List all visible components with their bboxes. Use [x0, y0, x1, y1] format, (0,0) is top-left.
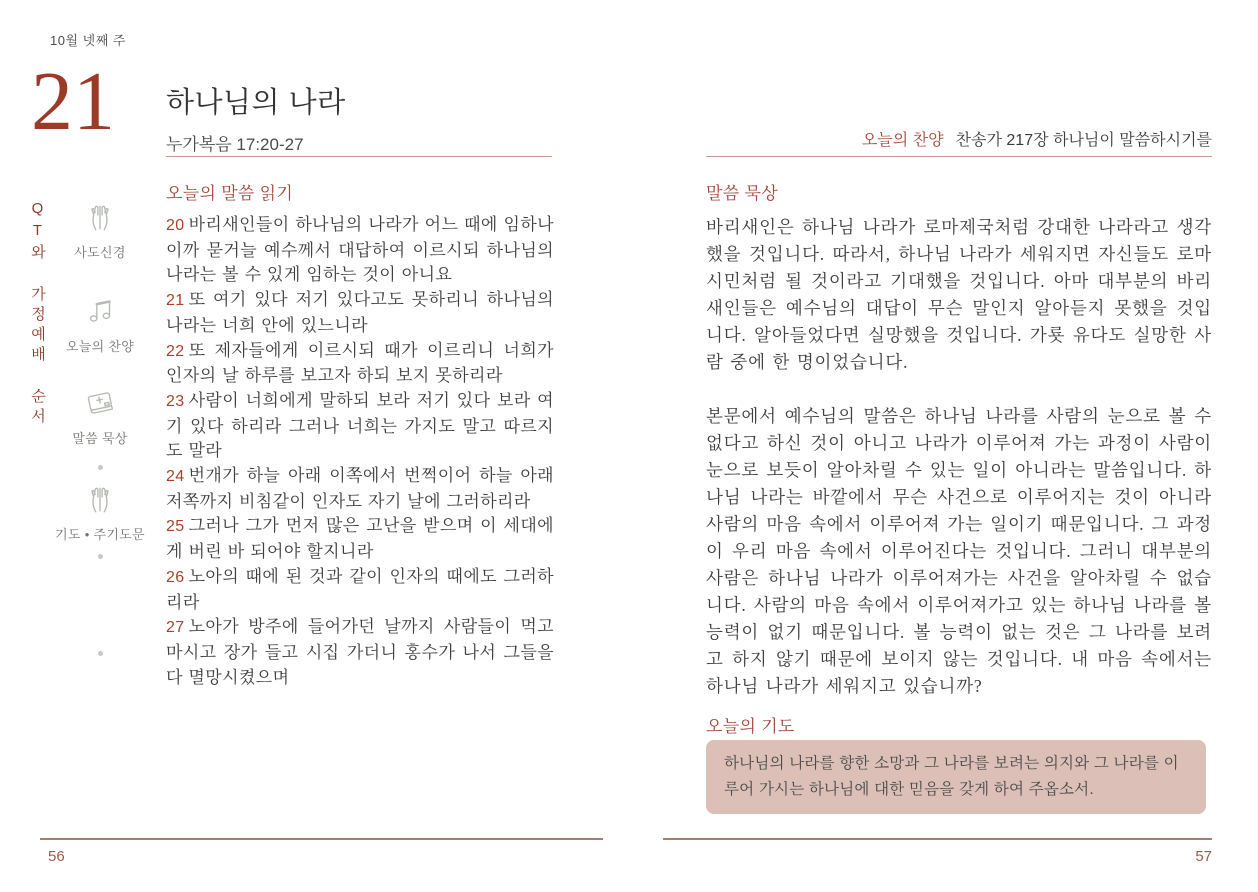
verse: [166, 514, 554, 564]
sidebar-item-todays-praise: [52, 292, 148, 355]
sidebar-item-label: 기도 • 주기도문: [55, 527, 145, 542]
sidebar-item-label: 사도신경: [74, 245, 126, 260]
verse: [166, 464, 554, 514]
music-notes-icon: [82, 292, 118, 328]
prayer-heading: 오늘의 기도: [706, 717, 795, 736]
meditation-paragraph: 바리새인은 하나님 나라가 로마제국처럼 강대한 나라라고 생각했을 것입니다. 따라서, 하나님 나라가 세워지면 자신들도 로마 시민처럼 될 것이라고 기대했을 것입니다. 아마 대부분의 바리새인들은 예수님의 대답이 무슨 말인지 알아듣지 못했을 것입니다. 알아들었다면 실망했을 것입니다. 가룟 유다도 실망한 사람 중에 한 명이었습니다.: [706, 217, 1212, 372]
verse-number: 25: [166, 518, 185, 536]
sidebar-vertical-label: QT와 가정예배 순서: [29, 200, 46, 428]
page-number-right: 57: [1195, 848, 1212, 865]
verse-text: 사람이 너희에게 말하되 보라 저기 있다 보라 여기 있다 하리라 그러나 너희는 가지도 말고 따르지도 말라: [166, 390, 554, 461]
footer-rule-left: [40, 838, 603, 840]
verse-text: 노아의 때에 된 것과 같이 인자의 때에도 그러하리라: [166, 566, 554, 612]
page-title: 하나님의 나라: [166, 87, 346, 119]
footer-rule-right: [663, 838, 1212, 840]
verse-number: 22: [166, 342, 185, 360]
verse-text: 또 제자들에게 이르시되 때가 이르리니 너희가 인자의 날 하루를 보고자 하되 보지 못하리라: [166, 340, 554, 386]
verse: [166, 288, 554, 338]
verse-text: 번개가 하늘 아래 이쪽에서 번쩍이어 하늘 아래 저쪽까지 비침같이 인자도 자기 날에 그러하리라: [166, 466, 554, 511]
meditation-paragraph: 본문에서 예수님의 말씀은 하나님 나라를 사람의 눈으로 볼 수 없다고 하신 것이 아니고 나라가 이루어져 가는 과정이 사람이 눈으로 보듯이 알아차릴 수 있는 일이 아니라는 말씀입니다. 하나님 나라는 바깥에서 무슨 사건으로 이루어지는 것이 아니라 사람의 마음 속에서 이루어져 가는 일이기 때문입니다. 그 과정이 우리 마음 속에서 이루어진다는 것입니다. 그러니 대부분의 사람은 하나님 나라가 이루어져가는 사건을 알아차릴 수 없습니다. 사람의 마음 속에서 이루어져가고 있는 하나님 나라를 볼 능력이 없기 때문입니다. 볼 능력이 없는 것은 그 나라를 보려고 하지 않기 때문에 보이지 않는 것입니다. 내 마음 속에서는 하나님 나라가 세워지고 있습니까?: [706, 406, 1212, 696]
praying-hands-icon: [82, 198, 118, 234]
header-rule-right: [706, 156, 1212, 157]
verse-number: 27: [166, 619, 185, 637]
prayer-text: 하나님의 나라를 향한 소망과 그 나라를 보려는 의지와 그 나라를 이루어 가시는 하나님에 대한 믿음을 갖게 하여 주옵소서.: [724, 755, 1179, 798]
verse: [166, 213, 554, 288]
verse-number: 26: [166, 568, 185, 586]
verse-number: 21: [166, 292, 185, 310]
separator-dot: [98, 554, 103, 559]
scripture-reading-heading: 오늘의 말씀 읽기: [166, 184, 294, 203]
praise-label: 오늘의 찬양: [861, 132, 944, 149]
separator-dot: [98, 465, 103, 470]
scripture-reference: 누가복음 17:20-27: [166, 135, 304, 154]
meditation-heading: 말씀 묵상: [706, 184, 778, 203]
meditation-section: [706, 179, 1212, 700]
sidebar-item-word-meditation: [52, 384, 148, 447]
verse-number: 24: [166, 468, 185, 486]
verse: [166, 615, 554, 690]
week-label: 10월 넷째 주: [50, 33, 126, 48]
prayer-box: [706, 740, 1206, 814]
verse-text: 또 여기 있다 저기 있다고도 못하리니 하나님의 나라는 너희 안에 있느니라: [166, 290, 554, 335]
verse-number: 20: [166, 217, 185, 234]
praise-text: 찬송가 217장 하나님이 말씀하시기를: [955, 132, 1212, 149]
header-rule-left: [166, 156, 552, 157]
verse-text: 그러나 그가 먼저 많은 고난을 받으며 이 세대에게 버린 바 되어야 할지니라: [166, 516, 554, 562]
title-block: [166, 80, 346, 155]
sidebar-item-label: 말씀 묵상: [72, 431, 128, 446]
praying-hands-icon: [82, 480, 118, 516]
verse: [166, 339, 554, 389]
sidebar-item-apostles-creed: [52, 198, 148, 261]
page-number-left: 56: [48, 848, 65, 865]
separator-dot: [98, 651, 103, 656]
sidebar-item-label: 오늘의 찬양: [65, 339, 135, 354]
verse: [166, 389, 554, 464]
bible-icon: [82, 384, 118, 420]
day-number: 21: [31, 55, 115, 148]
verse-number: 23: [166, 392, 185, 410]
praise-line: [706, 127, 1212, 150]
verse-text: 노아가 방주에 들어가던 날까지 사람들이 먹고 마시고 장가 들고 시집 가더니 홍수가 나서 그들을 다 멸망시켰으며: [166, 617, 554, 687]
sidebar-item-prayer-lords-prayer: [52, 480, 148, 543]
verse: [166, 565, 554, 615]
scripture-reading-section: [166, 179, 554, 690]
verse-text: 바리새인들이 하나님의 나라가 어느 때에 임하나이까 묻거늘 예수께서 대답하여 이르시되 하나님의 나라는 볼 수 있게 임하는 것이 아니요: [166, 215, 554, 285]
